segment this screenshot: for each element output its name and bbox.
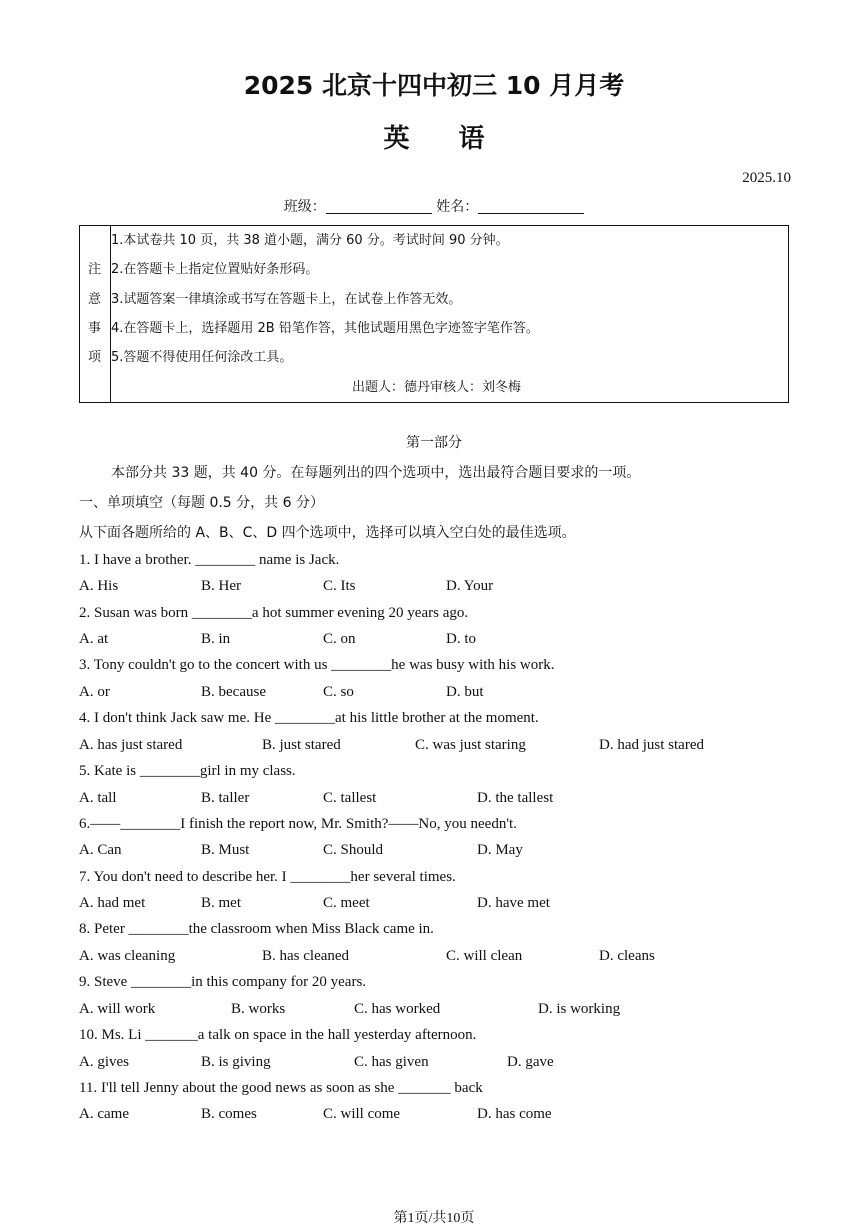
option: A. will work [79, 1001, 156, 1017]
notice-item: 3.试题答案一律填涂或书写在答题卡上，在试卷上作答无效。 [111, 292, 462, 307]
option: D. gave [507, 1054, 554, 1070]
option: B. met [201, 895, 241, 911]
option: A. had met [79, 895, 146, 911]
option: D. have met [477, 895, 550, 911]
question-text: 7. You don't need to describe her. I ________her several times. [79, 869, 456, 885]
option: D. to [446, 631, 476, 647]
option: B. taller [201, 790, 250, 806]
notice-label-char: 项 [88, 350, 102, 365]
option: C. has given [354, 1054, 429, 1070]
notice-item: 4.在答题卡上，选择题用 2B 铅笔作答，其他试题用黑色字迹签字笔作答。 [111, 321, 539, 336]
exam-date: 2025.10 [742, 170, 791, 186]
name-blank [478, 199, 584, 214]
section-title: 第一部分 [406, 435, 462, 451]
option: B. Must [201, 842, 250, 858]
section-intro: 本部分共 33 题，共 40 分。在每题列出的四个选项中，选出最符合题目要求的一项。 [111, 465, 641, 481]
option: A. tall [79, 790, 117, 806]
part-title: 一、单项填空（每题 0.5 分，共 6 分） [79, 495, 324, 511]
name-row [0, 196, 868, 216]
option: C. so [323, 684, 354, 700]
notice-author: 出题人：德丹审核人：刘冬梅 [352, 380, 522, 395]
option: C. will clean [446, 948, 523, 964]
subject-title: 英 语 [383, 124, 485, 154]
option: B. just stared [262, 737, 341, 753]
option: B. has cleaned [262, 948, 350, 964]
option: C. meet [323, 895, 370, 911]
option: C. on [323, 631, 356, 647]
page-title: 2025 北京十四中初三 10 月月考 [243, 71, 625, 100]
option: A. at [79, 631, 109, 647]
option: C. was just staring [415, 737, 526, 753]
class-blank [326, 199, 432, 214]
option: A. Can [79, 842, 122, 858]
question-text: 6.——________I finish the report now, Mr. Smith?——No, you needn't. [79, 816, 517, 832]
option: D. has come [477, 1106, 552, 1122]
notice-item: 2.在答题卡上指定位置贴好条形码。 [111, 262, 319, 277]
option: D. but [446, 684, 484, 700]
option: C. tallest [323, 790, 377, 806]
option: C. Its [323, 578, 356, 594]
option: C. will come [323, 1106, 401, 1122]
question-text: 8. Peter ________the classroom when Miss Black came in. [79, 921, 434, 937]
option: D. Your [446, 578, 494, 594]
notice-item: 1.本试卷共 10 页，共 38 道小题，满分 60 分。考试时间 90 分钟。 [111, 233, 509, 248]
notice-label [80, 226, 111, 402]
name-label: 姓名： [436, 199, 479, 215]
option: D. had just stared [599, 737, 704, 753]
notice-item: 5.答题不得使用任何涂改工具。 [111, 350, 293, 365]
question-text: 3. Tony couldn't go to the concert with us ________he was busy with his work. [79, 657, 555, 673]
question-text: 11. I'll tell Jenny about the good news as soon as she _______ back [79, 1080, 483, 1096]
question-text: 2. Susan was born ________a hot summer evening 20 years ago. [79, 605, 469, 621]
option: A. was cleaning [79, 948, 176, 964]
notice-label-char: 注 [88, 262, 102, 277]
directions: 从下面各题所给的 A、B、C、D 四个选项中，选择可以填入空白处的最佳选项。 [79, 525, 576, 541]
notice-label-char: 事 [88, 321, 102, 336]
option: B. works [231, 1001, 286, 1017]
option: B. is giving [201, 1054, 271, 1070]
option: A. has just stared [79, 737, 183, 753]
option: B. Her [201, 578, 241, 594]
class-label: 班级： [283, 199, 326, 215]
question-text: 9. Steve ________in this company for 20 years. [79, 974, 367, 990]
option: C. has worked [354, 1001, 441, 1017]
question-text: 10. Ms. Li _______a talk on space in the hall yesterday afternoon. [79, 1027, 477, 1043]
question-text: 5. Kate is ________girl in my class. [79, 763, 296, 779]
option: C. Should [323, 842, 384, 858]
option: A. came [79, 1106, 129, 1122]
option: B. in [201, 631, 231, 647]
notice-label-char: 意 [88, 292, 102, 307]
page-number: 第1页/共10页 [393, 1211, 475, 1226]
option: D. the tallest [477, 790, 554, 806]
option: A. or [79, 684, 110, 700]
notice-box [79, 225, 789, 403]
option: D. is working [538, 1001, 621, 1017]
option: B. because [201, 684, 266, 700]
question-text: 1. I have a brother. ________ name is Jack. [79, 552, 340, 568]
option: A. His [79, 578, 119, 594]
option: D. cleans [599, 948, 655, 964]
option: B. comes [201, 1106, 257, 1122]
question-text: 4. I don't think Jack saw me. He ________at his little brother at the moment. [79, 710, 539, 726]
option: A. gives [79, 1054, 129, 1070]
option: D. May [477, 842, 523, 858]
